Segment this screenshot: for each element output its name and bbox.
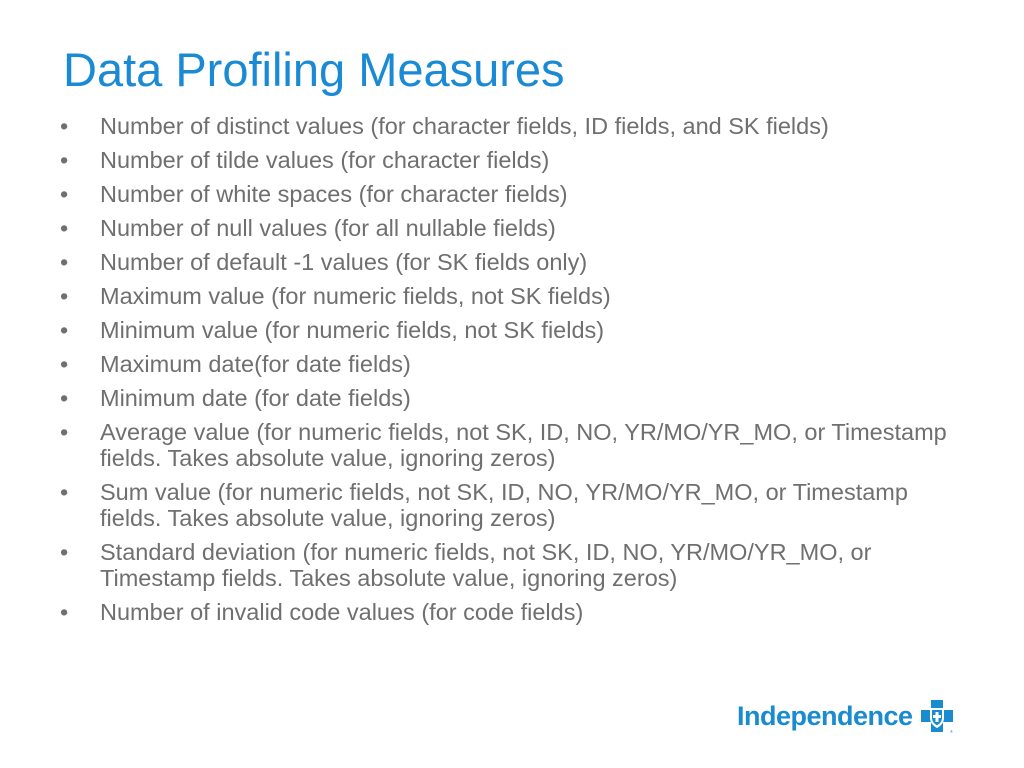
- bullet-icon: •: [60, 113, 69, 139]
- bullet-icon: •: [60, 215, 69, 241]
- list-item: [60, 283, 960, 309]
- logo-wordmark: Independence: [737, 700, 913, 731]
- bullet-text: Number of null values (for all nullable fields): [100, 215, 556, 241]
- list-item: [60, 317, 960, 343]
- bullet-icon: •: [60, 283, 69, 309]
- bullet-text: Number of invalid code values (for code fields): [100, 599, 584, 625]
- list-item: [60, 599, 960, 625]
- bullet-text: Number of white spaces (for character fields): [100, 181, 568, 207]
- bullet-text: Number of tilde values (for character fields): [100, 147, 550, 173]
- bullet-icon: •: [60, 599, 69, 625]
- bullet-icon: •: [60, 317, 69, 343]
- list-item: [60, 479, 960, 531]
- bullet-text: Number of distinct values (for character fields, ID fields, and SK fields): [100, 113, 829, 139]
- bullet-text: Maximum date(for date fields): [100, 351, 411, 377]
- svg-text:®: ®: [949, 729, 953, 734]
- list-item: [60, 385, 960, 411]
- bullet-icon: •: [60, 479, 69, 505]
- list-item: [60, 351, 960, 377]
- list-item: [60, 215, 960, 241]
- bullet-text: Minimum date (for date fields): [100, 385, 411, 411]
- list-item: [60, 249, 960, 275]
- slide-title: Data Profiling Measures: [63, 43, 565, 96]
- blue-cross-blue-shield-icon: [919, 698, 955, 734]
- bullet-icon: •: [60, 385, 69, 411]
- list-item: [60, 181, 960, 207]
- bullet-icon: •: [60, 351, 69, 377]
- bullet-text: Number of default -1 values (for SK fields only): [100, 249, 588, 275]
- independence-logo: [737, 696, 955, 736]
- list-item: [60, 113, 960, 139]
- bullet-icon: •: [60, 419, 69, 445]
- bullet-icon: •: [60, 539, 69, 565]
- bullet-text: Average value (for numeric fields, not SK, ID, NO, YR/MO/YR_MO, or Timestamp fields. Takes absolute value, ignoring zeros): [100, 419, 947, 471]
- list-item: [60, 539, 960, 591]
- list-item: [60, 147, 960, 173]
- bullet-icon: •: [60, 249, 69, 275]
- bullet-icon: •: [60, 147, 69, 173]
- bullet-text: Sum value (for numeric fields, not SK, ID, NO, YR/MO/YR_MO, or Timestamp fields. Takes absolute value, ignoring zeros): [100, 479, 908, 531]
- bullet-icon: •: [60, 181, 69, 207]
- list-item: [60, 419, 960, 471]
- bullet-list: [60, 113, 960, 633]
- bullet-text: Standard deviation (for numeric fields, not SK, ID, NO, YR/MO/YR_MO, or Timestamp fields. Takes absolute value, ignoring zeros): [100, 539, 872, 591]
- bullet-text: Maximum value (for numeric fields, not SK fields): [100, 283, 611, 309]
- bullet-text: Minimum value (for numeric fields, not SK fields): [100, 317, 605, 343]
